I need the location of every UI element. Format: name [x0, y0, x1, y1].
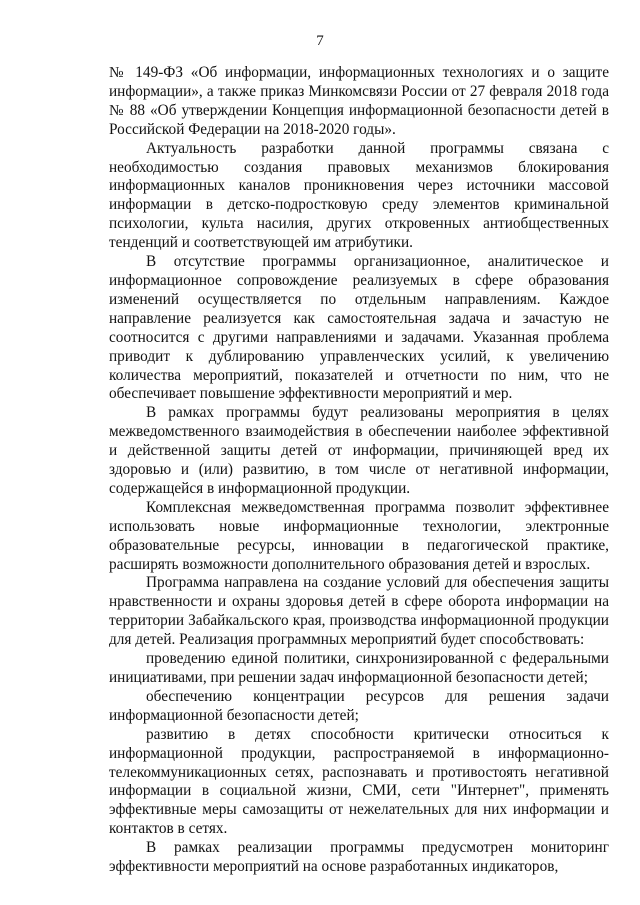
list-item-critical-thinking: развитию в детях способности критически относиться к информационной продукции, распространяемой в информационно-телекоммуникационных сетях, распознавать и противостоять негативной информации в социальной жизни, СМИ, сети "Интернет", применять эффективные меры самозащиты от нежелательных для них информации и контактов в сетях. — [109, 725, 609, 838]
list-item-unified-policy: проведению единой политики, синхронизированной с федеральными инициативами, при решении задач информационной безопасности детей; — [109, 650, 609, 686]
paragraph-relevance: Актуальность разработки данной программы связана с необходимостью создания правовых механизмов блокирования информационных каналов проникновения через источники массовой информации в детско-подростковую среду элементов криминальной психологии, культа насилия, других откровенных антиобщественных тенденций и соответствующей им атрибутики. — [109, 139, 609, 252]
page-number: 7 — [316, 33, 324, 49]
paragraph-law-reference: № 149-ФЗ «Об информации, информационных технологиях и о защите информации», а также приказ Минкомсвязи России от 27 февраля 2018 года № 88 «Об утверждении Концепция информационной безопасности детей в Российской Федерации на 2018-2020 годы». — [109, 64, 609, 138]
paragraph-program-aim: Программа направлена на создание условий для обеспечения защиты нравственности и охраны здоровья детей в сфере оборота информации на территории Забайкальского края, производства информационной продукции для детей. Реализация программных мероприятий будет способствовать: — [109, 574, 609, 649]
paragraph-monitoring: В рамках реализации программы предусмотрен мониторинг эффективности мероприятий на основе разработанных индикаторов, — [109, 839, 609, 876]
paragraph-program-activities: В рамках программы будут реализованы мероприятия в целях межведомственного взаимодействия в обеспечении наиболее эффективной и действенной защиты детей от информации, причиняющей вред их здоровью и (или) развитию, в том числе от негативной информации, содержащейся в информационной продукции. — [109, 404, 609, 497]
list-item-resource-concentration: обеспечению концентрации ресурсов для решения задачи информационной безопасности детей; — [109, 687, 609, 724]
paragraph-without-program: В отсутствие программы организационное, аналитическое и информационное сопровождение реализуемых в сфере образования изменений осуществляется по отдельным направлениям. Каждое направление реализуется как самостоятельная задача и зачастую не соотносится с другими направлениями и задачами. Указанная проблема приводит к дублированию управленческих усилий, к увеличению количества мероприятий, показателей и отчетности по ним, что не обеспечивает повышение эффективности мероприятий и мер. — [109, 253, 609, 403]
document-body — [109, 64, 609, 877]
paragraph-interagency-program: Комплексная межведомственная программа позволит эффективнее использовать новые информационные технологии, электронные образовательные ресурсы, инновации в педагогической практике, расширять возможности дополнительного образования детей и взрослых. — [109, 498, 609, 573]
